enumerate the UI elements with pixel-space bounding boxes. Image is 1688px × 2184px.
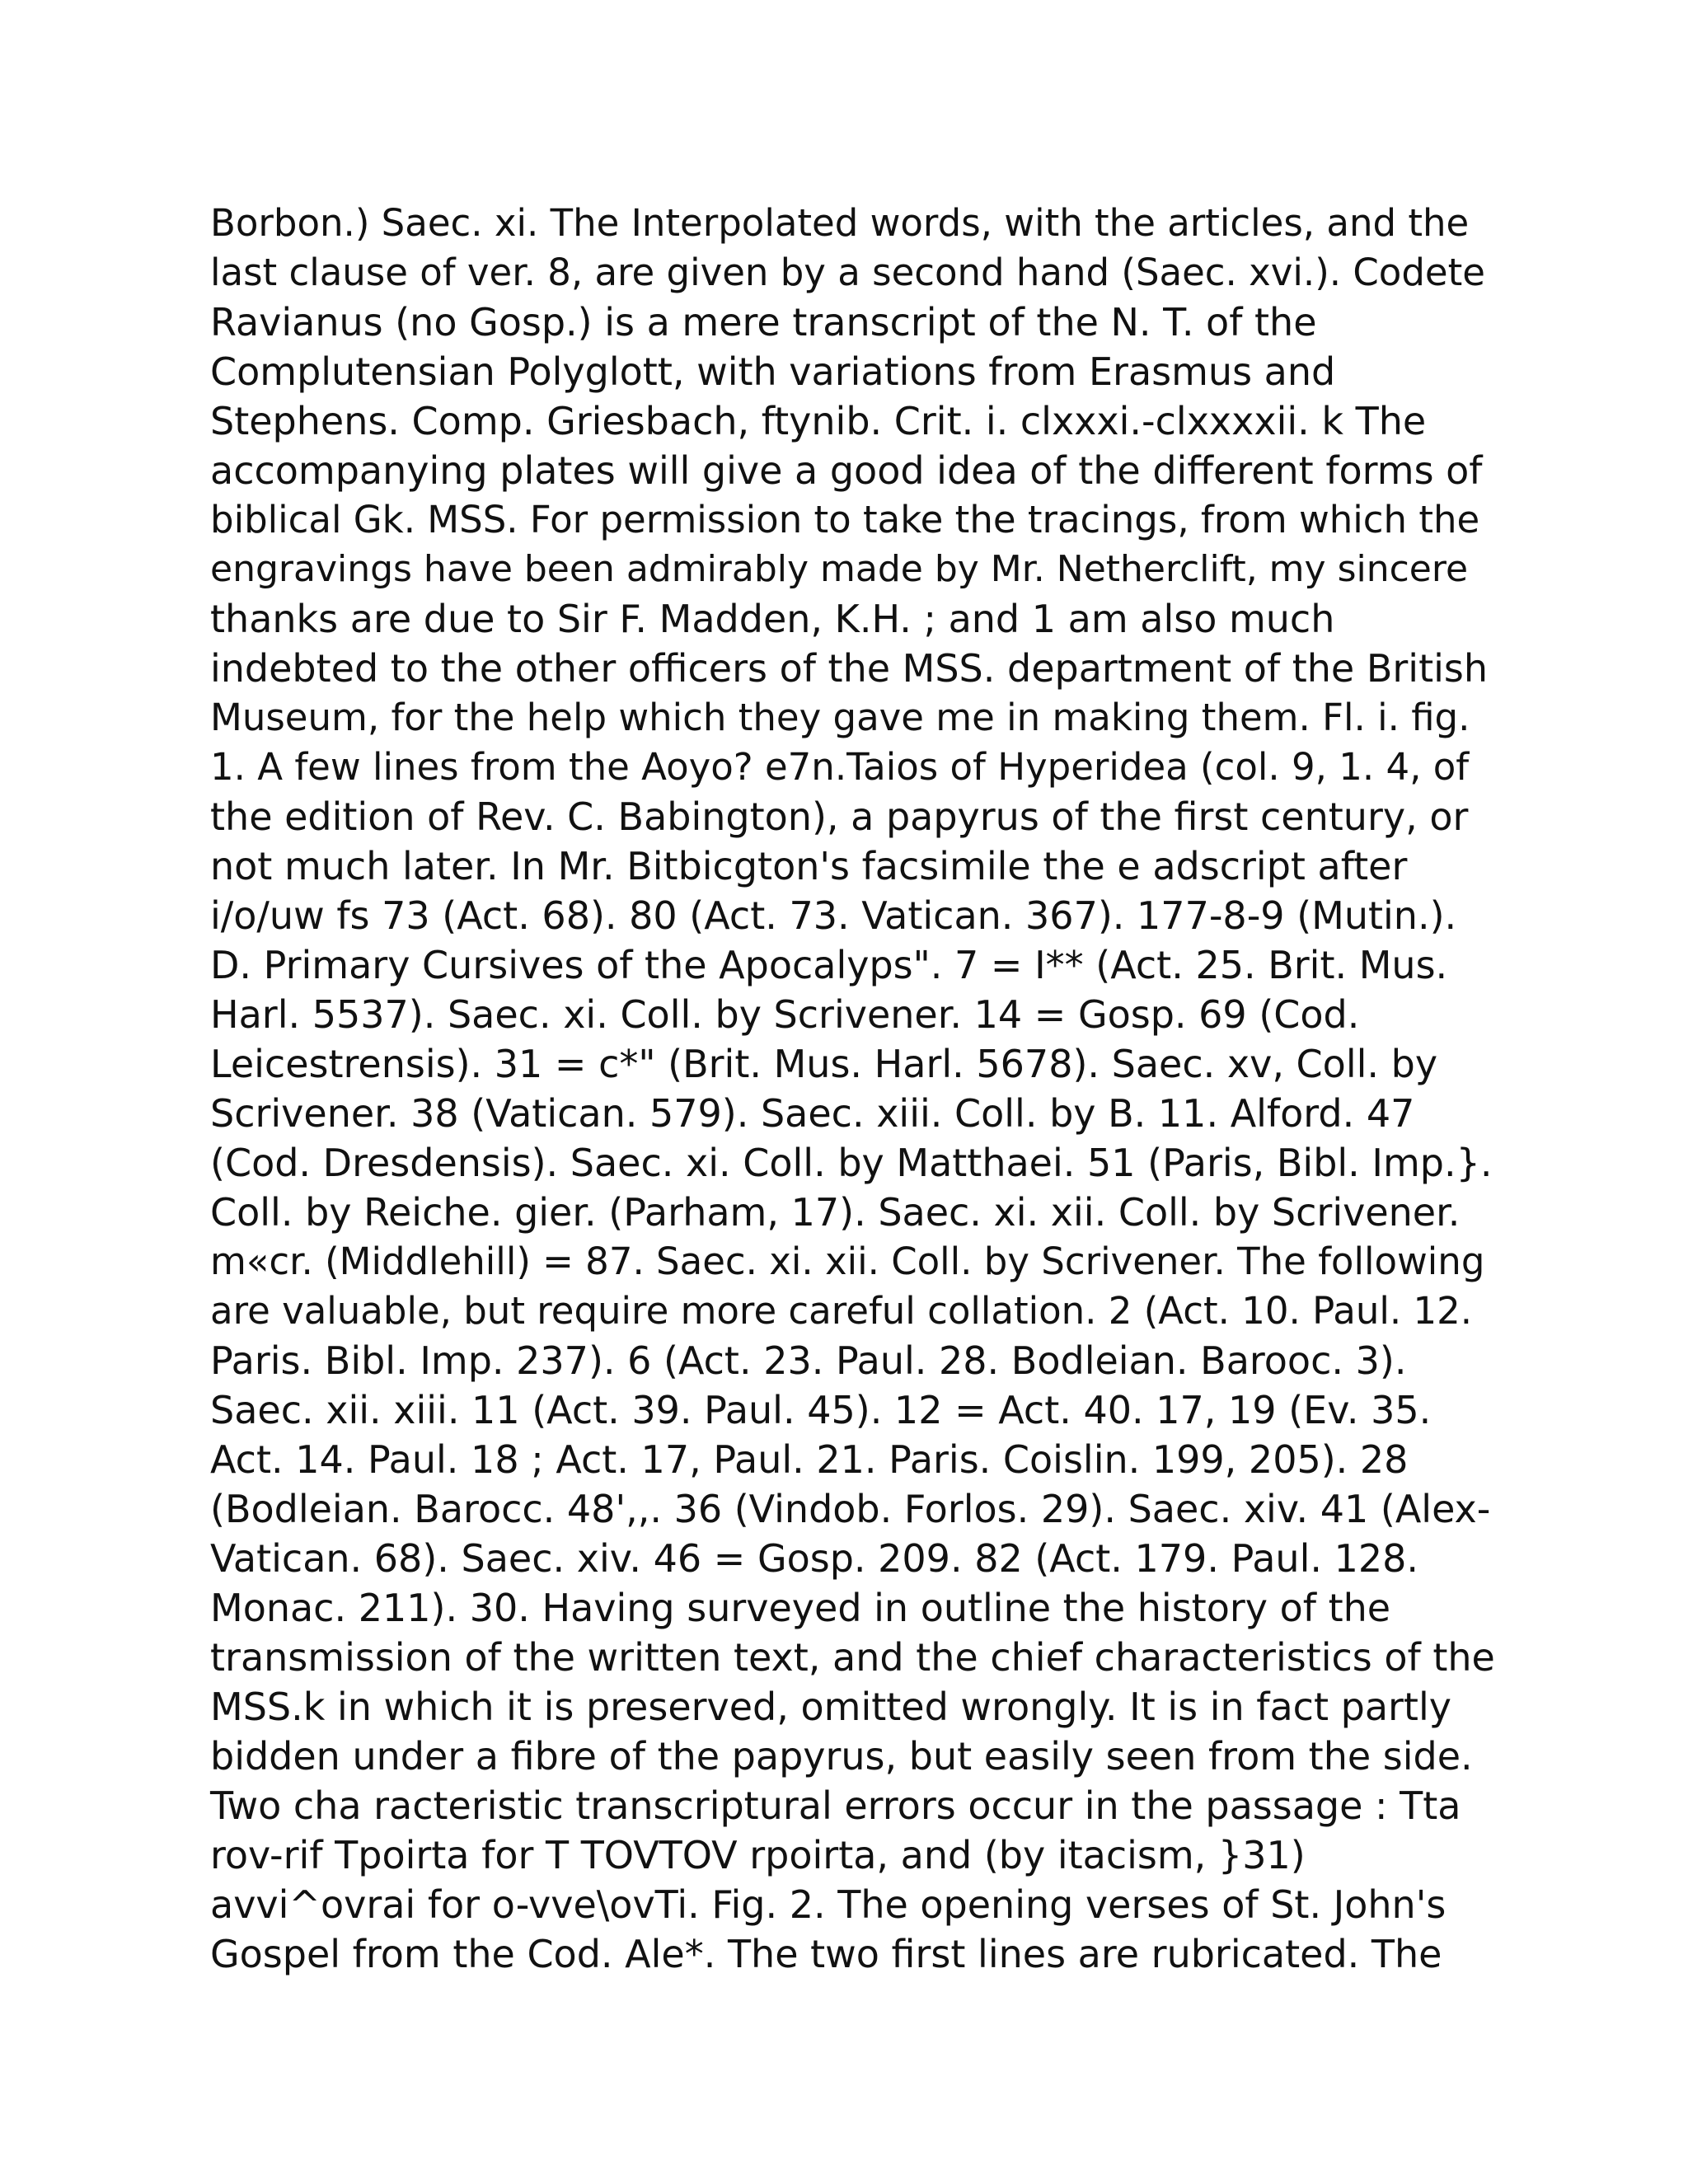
text-line: Leicestrensis). 31 = c*" (Brit. Mus. Harl. 5678). Saec. xv, Coll. by (210, 1042, 1438, 1086)
text-line: Paris. Bibl. Imp. 237). 6 (Act. 23. Paul. 28. Bodleian. Barooc. 3). (210, 1338, 1407, 1383)
text-line: are valuable, but require more careful collation. 2 (Act. 10. Paul. 12. (210, 1289, 1473, 1333)
text-line: Complutensian Polyglott, with variations from Erasmus and (210, 349, 1336, 394)
text-line: avvi^ovrai for o-vve\ovTi. Fig. 2. The opening verses of St. John's (210, 1882, 1447, 1927)
body-text (210, 199, 1496, 1979)
text-line: not much later. In Mr. Bitbicgton's facsimile the e adscript after (210, 844, 1408, 888)
text-line: Coll. by Reiche. gier. (Parham, 17). Saec. xi. xii. Coll. by Scrivener. (210, 1190, 1461, 1235)
text-line: 1. A few lines from the Aoyo? e7n.Taios of Hyperidea (col. 9, 1. 4, of (210, 745, 1470, 789)
text-line: Gospel from the Cod. Ale*. The two first lines are rubricated. The (210, 1932, 1442, 1976)
text-line: engravings have been admirably made by Mr. Netherclift, my sincere (210, 548, 1469, 590)
text-line: Museum, for the help which they gave me in making them. Fl. i. fig. (210, 696, 1470, 739)
text-line: Scrivener. 38 (Vatican. 579). Saec. xiii. Coll. by B. 11. Alford. 47 (210, 1091, 1415, 1136)
text-line: last clause of ver. 8, are given by a second hand (Saec. xvi.). Codete (210, 251, 1485, 294)
text-line: bidden under a fibre of the papyrus, but easily seen from the side. (210, 1734, 1473, 1779)
text-line: i/o/uw fs 73 (Act. 68). 80 (Act. 73. Vatican. 367). 177-8-9 (Mutin.). (210, 893, 1457, 938)
text-line: Saec. xii. xiii. 11 (Act. 39. Paul. 45). 12 = Act. 40. 17, 19 (Ev. 35. (210, 1388, 1432, 1432)
text-line: Vatican. 68). Saec. xiv. 46 = Gosp. 209. 82 (Act. 179. Paul. 128. (210, 1536, 1419, 1581)
text-line: Ravianus (no Gosp.) is a mere transcript of the N. T. of the (210, 300, 1317, 344)
text-line: the edition of Rev. C. Babington), a papyrus of the first century, or (210, 794, 1469, 839)
text-line: D. Primary Cursives of the Apocalyps". 7 = I** (Act. 25. Brit. Mus. (210, 943, 1448, 987)
text-line: Harl. 5537). Saec. xi. Coll. by Scrivener. 14 = Gosp. 69 (Cod. (210, 992, 1360, 1037)
text-line: indebted to the other officers of the MSS. department of the British (210, 646, 1489, 691)
text-line: rov-rif Tpoirta for T TOVTOV rpoirta, and (by itacism, }31) (210, 1833, 1306, 1877)
text-line: Act. 14. Paul. 18 ; Act. 17, Paul. 21. Paris. Coislin. 199, 205). 28 (210, 1437, 1409, 1482)
text-line: biblical Gk. MSS. For permission to take the tracings, from which the (210, 498, 1480, 541)
text-line: Borbon.) Saec. xi. The Interpolated words, with the articles, and the (210, 201, 1470, 245)
text-line: Monac. 211). 30. Having surveyed in outline the history of the (210, 1586, 1391, 1630)
text-line: Two cha racteristic transcriptural errors occur in the passage : Tta (210, 1783, 1461, 1828)
text-line: (Cod. Dresdensis). Saec. xi. Coll. by Matthaei. 51 (Paris, Bibl. Imp.}. (210, 1141, 1493, 1185)
text-line: accompanying plates will give a good idea of the different forms of (210, 448, 1483, 493)
text-line: (Bodleian. Barocc. 48',,. 36 (Vindob. Forlos. 29). Saec. xiv. 41 (Alex- (210, 1487, 1491, 1531)
text-line: m«cr. (Middlehill) = 87. Saec. xi. xii. Coll. by Scrivener. The following (210, 1240, 1485, 1283)
text-line: MSS.k in which it is preserved, omitted wrongly. It is in fact partly (210, 1685, 1451, 1729)
text-line: transmission of the written text, and the chief characteristics of the (210, 1635, 1495, 1680)
text-line: Stephens. Comp. Griesbach, ftynib. Crit. i. clxxxi.-clxxxxii. k The (210, 399, 1427, 443)
text-line: thanks are due to Sir F. Madden, K.H. ; and 1 am also much (210, 597, 1335, 641)
